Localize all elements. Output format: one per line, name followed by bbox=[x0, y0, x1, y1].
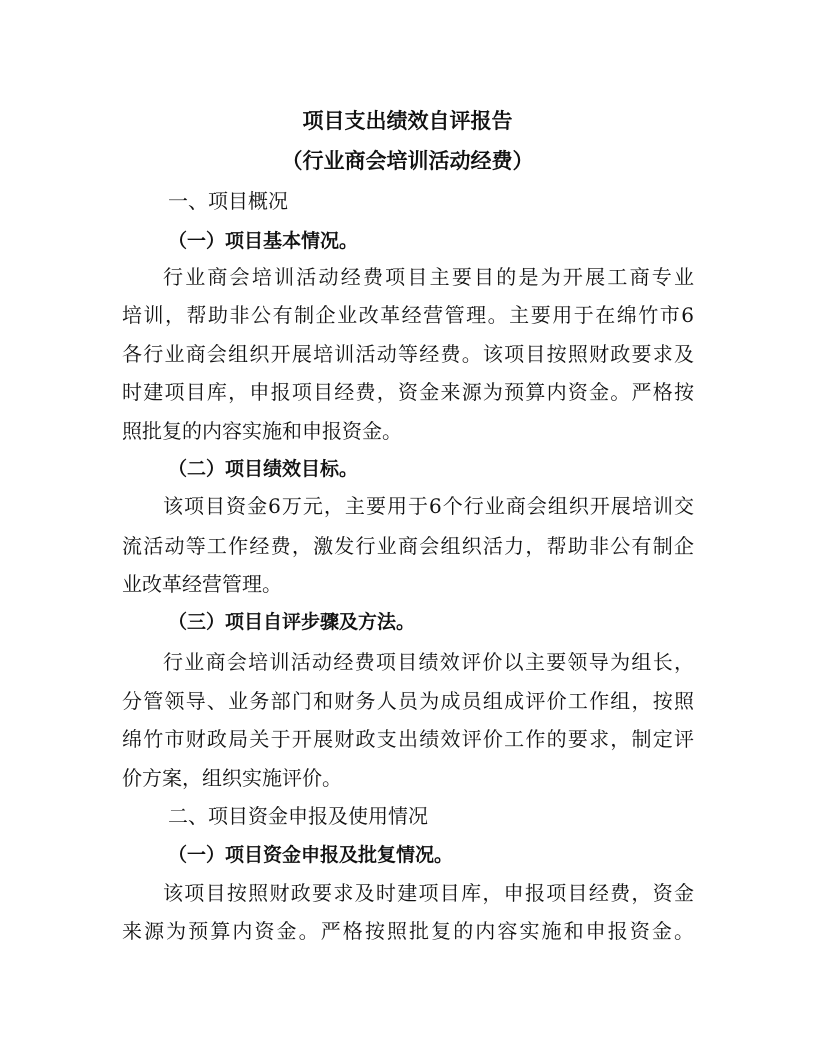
subsection-heading-evaluation-method: （三）项目自评步骤及方法。 bbox=[168, 611, 416, 633]
paragraph-line: 时建项目库，申报项目经费，资金来源为预算内资金。严格按 bbox=[122, 380, 694, 404]
paragraph-line: 培训，帮助非公有制企业改革经营管理。主要用于在绵竹市6 bbox=[122, 303, 694, 327]
paragraph-line: 行业商会培训活动经费项目绩效评价以主要领导为组长， bbox=[163, 650, 694, 674]
paragraph-line: 来源为预算内资金。严格按照批复的内容实施和申报资金。 bbox=[122, 919, 694, 943]
paragraph-line: 绵竹市财政局关于开展财政支出绩效评价工作的要求，制定评 bbox=[122, 727, 694, 751]
subsection-heading-performance-goals: （二）项目绩效目标。 bbox=[168, 458, 359, 480]
subsection-heading-funding-approval: （一）项目资金申报及批复情况。 bbox=[168, 844, 454, 866]
report-title: 项目支出绩效自评报告 bbox=[302, 108, 513, 133]
paragraph-line: 该项目按照财政要求及时建项目库，申报项目经费，资金 bbox=[163, 881, 694, 905]
paragraph-line: 该项目资金6万元，主要用于6个行业商会组织开展培训交 bbox=[163, 494, 694, 518]
paragraph-line: 各行业商会组织开展培训活动等经费。该项目按照财政要求及 bbox=[122, 342, 694, 366]
paragraph-line: 照批复的内容实施和申报资金。 bbox=[122, 419, 402, 443]
report-subtitle: （行业商会培训活动经费） bbox=[281, 148, 534, 173]
paragraph-line: 价方案，组织实施评价。 bbox=[122, 766, 342, 790]
paragraph-line: 流活动等工作经费，激发行业商会组织活力，帮助非公有制企 bbox=[122, 534, 694, 558]
section-heading-funding: 二、项目资金申报及使用情况 bbox=[168, 804, 428, 828]
paragraph-line: 业改革经营管理。 bbox=[122, 572, 282, 596]
paragraph-line: 行业商会培训活动经费项目主要目的是为开展工商专业 bbox=[163, 265, 694, 289]
subsection-heading-basic-info: （一）项目基本情况。 bbox=[168, 230, 359, 252]
section-heading-overview: 一、项目概况 bbox=[168, 189, 288, 213]
paragraph-line: 分管领导、业务部门和财务人员为成员组成评价工作组，按照 bbox=[122, 689, 694, 713]
